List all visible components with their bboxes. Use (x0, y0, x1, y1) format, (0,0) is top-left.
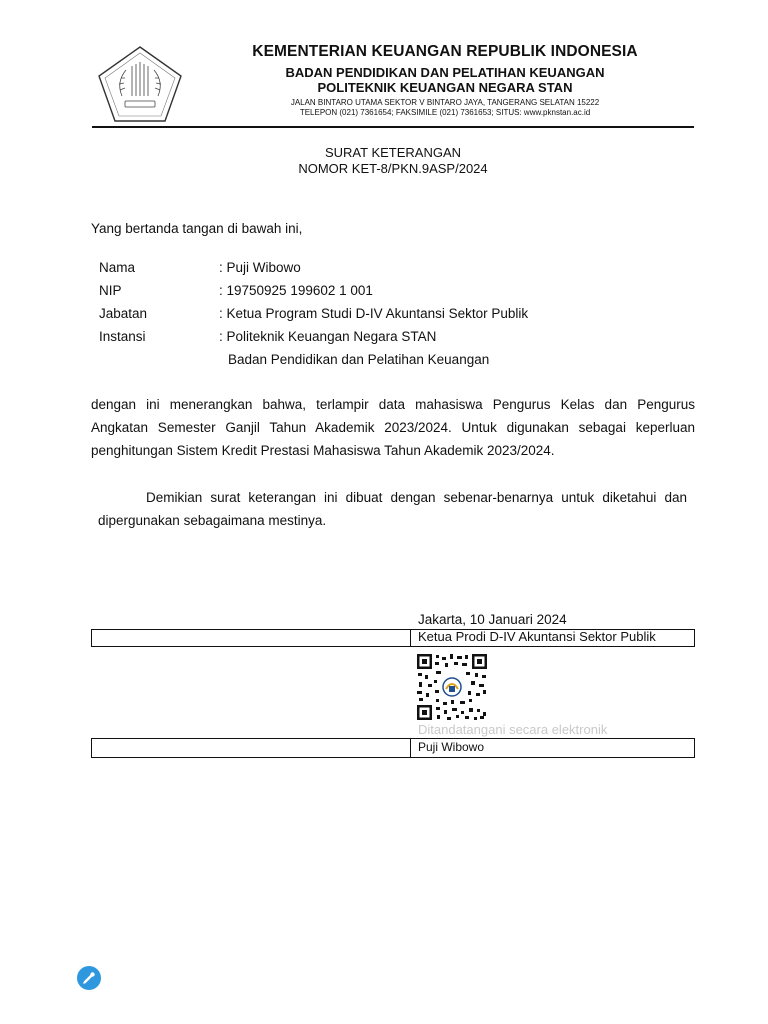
floating-action-button[interactable] (77, 966, 101, 990)
signer-name: Puji Wibowo (418, 740, 485, 754)
field-label-jabatan: Jabatan (99, 306, 148, 321)
closing-line-2: dipergunakan sebagaimana mestinya. (98, 513, 327, 528)
signature-position: Ketua Prodi D-IV Akuntansi Sektor Publik (418, 629, 656, 644)
opening-sentence: Yang bertanda tangan di bawah ini, (91, 221, 303, 236)
ministry-name: KEMENTERIAN KEUANGAN REPUBLIK INDONESIA (252, 43, 638, 60)
field-value-nama: : Puji Wibowo (219, 260, 301, 275)
signature-column-divider (410, 629, 411, 647)
document-number: NOMOR KET-8/PKN.9ASP/2024 (298, 161, 488, 176)
edit-icon (77, 966, 101, 990)
ministry-emblem-logo (96, 44, 184, 124)
field-value-instansi-line2: Badan Pendidikan dan Pelatihan Keuangan (228, 352, 490, 367)
document-title: SURAT KETERANGAN (324, 145, 462, 160)
body-line-3: penghitungan Sistem Kredit Prestasi Mahasiswa Tahun Akademik 2023/2024. (91, 443, 555, 458)
signature-name-row (91, 738, 695, 758)
place-date: Jakarta, 10 Januari 2024 (418, 612, 567, 627)
school-name: POLITEKNIK KEUANGAN NEGARA STAN (317, 80, 573, 95)
field-value-jabatan: : Ketua Program Studi D-IV Akuntansi Sektor Publik (219, 306, 529, 321)
e-sign-note: Ditandatangani secara elektronik (418, 722, 608, 737)
address-line: JALAN BINTARO UTAMA SEKTOR V BINTARO JAYA, TANGERANG SELATAN 15222 (290, 98, 600, 107)
body-line-1: dengan ini menerangkan bahwa, terlampir data mahasiswa Pengurus Kelas dan Pengurus (91, 397, 695, 412)
field-value-instansi: : Politeknik Keuangan Negara STAN (219, 329, 437, 344)
closing-line-1: Demikian surat keterangan ini dibuat dengan sebenar-benarnya untuk diketahui dan (146, 490, 687, 505)
body-line-2: Angkatan Semester Ganjil Tahun Akademik 2023/2024. Untuk digunakan sebagai keperluan (91, 420, 695, 435)
signature-name-divider (410, 738, 411, 758)
field-value-nip: : 19750925 199602 1 001 (219, 283, 373, 298)
field-label-nip: NIP (99, 283, 122, 298)
qr-code (416, 653, 488, 721)
agency-name: BADAN PENDIDIKAN DAN PELATIHAN KEUANGAN (285, 65, 605, 80)
contact-line: TELEPON (021) 7361654; FAKSIMILE (021) 7361653; SITUS: www.pknstan.ac.id (299, 108, 591, 117)
field-label-nama: Nama (99, 260, 136, 275)
field-label-instansi: Instansi (99, 329, 146, 344)
letterhead-divider (92, 126, 694, 128)
